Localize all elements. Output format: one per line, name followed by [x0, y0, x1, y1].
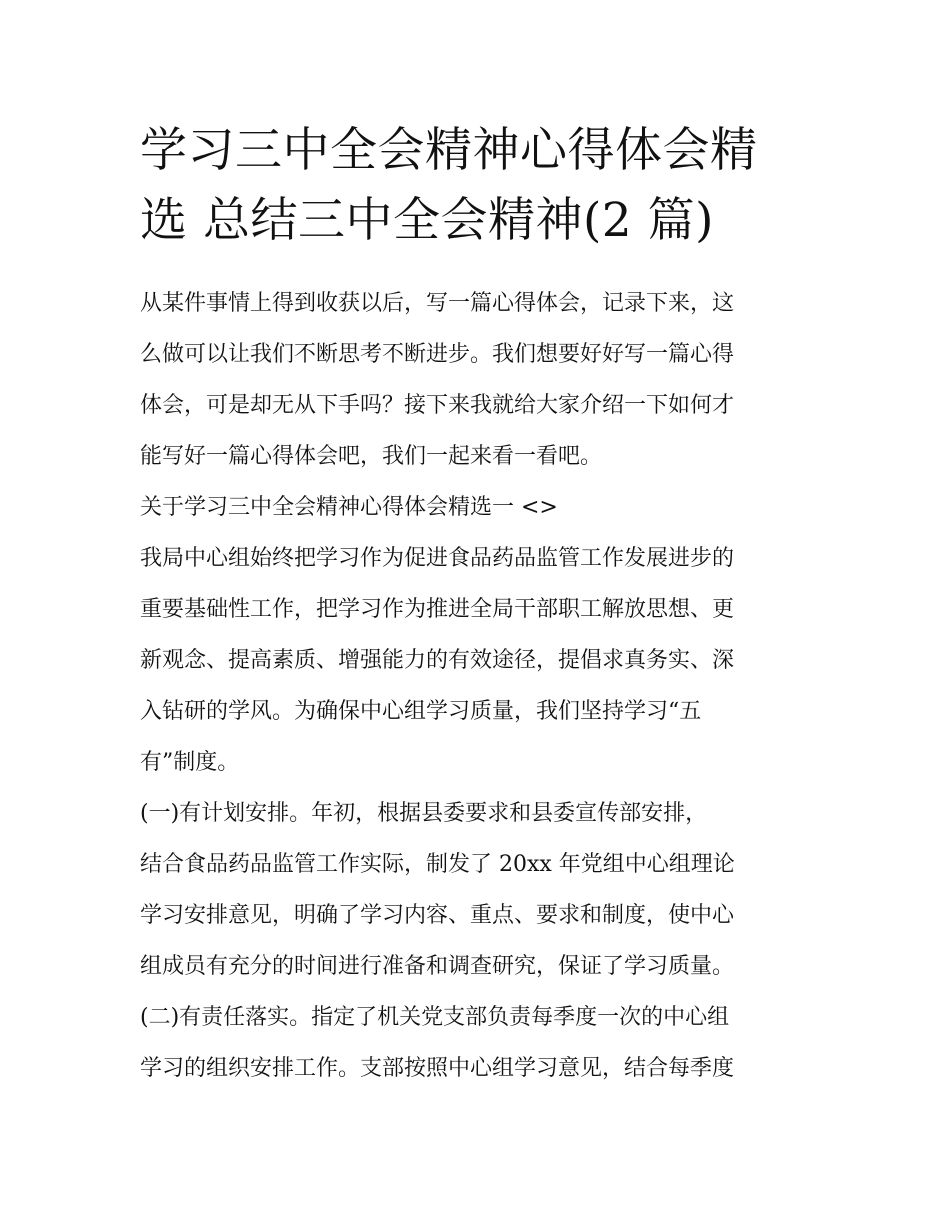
- body-line: 么做可以让我们不断思考不断进步。我们想要好好写一篇心得: [140, 342, 735, 367]
- body-line: 学习的组织安排工作。支部按照中心组学习意见，结合每季度: [140, 1056, 735, 1081]
- title-line: 选 总结三中全会精神(2 篇): [140, 193, 714, 248]
- body-line: 结合食品药品监管工作实际，制发了 20xx 年党组中心组理论: [140, 852, 735, 877]
- body-line: 重要基础性工作，把学习作为推进全局干部职工解放思想、更: [140, 597, 735, 622]
- body-line: 组成员有充分的时间进行准备和调查研究，保证了学习质量。: [140, 954, 735, 979]
- document-title: [140, 116, 820, 256]
- body-line: 体会，可是却无从下手吗？接下来我就给大家介绍一下如何才: [140, 393, 735, 418]
- body-line: 学习安排意见，明确了学习内容、重点、要求和制度，使中心: [140, 903, 735, 928]
- section-heading: 关于学习三中全会精神心得体会精选一 <>: [140, 495, 558, 520]
- title-line: 学习三中全会精神心得体会精: [140, 123, 758, 178]
- body-line: 入钻研的学风。为确保中心组学习质量，我们坚持学习“五: [140, 699, 702, 724]
- body-line: 我局中心组始终把学习作为促进食品药品监管工作发展进步的: [140, 546, 735, 571]
- body-line: 新观念、提高素质、增强能力的有效途径，提倡求真务实、深: [140, 648, 735, 673]
- document-body: [140, 278, 820, 1094]
- body-line: 从某件事情上得到收获以后，写一篇心得体会，记录下来，这: [140, 291, 735, 316]
- body-line: (一)有计划安排。年初，根据县委要求和县委宣传部安排，: [140, 801, 708, 826]
- body-line: 能写好一篇心得体会吧，我们一起来看一看吧。: [140, 444, 603, 469]
- body-line: (二)有责任落实。指定了机关党支部负责每季度一次的中心组: [140, 1005, 730, 1030]
- body-line: 有”制度。: [140, 750, 240, 775]
